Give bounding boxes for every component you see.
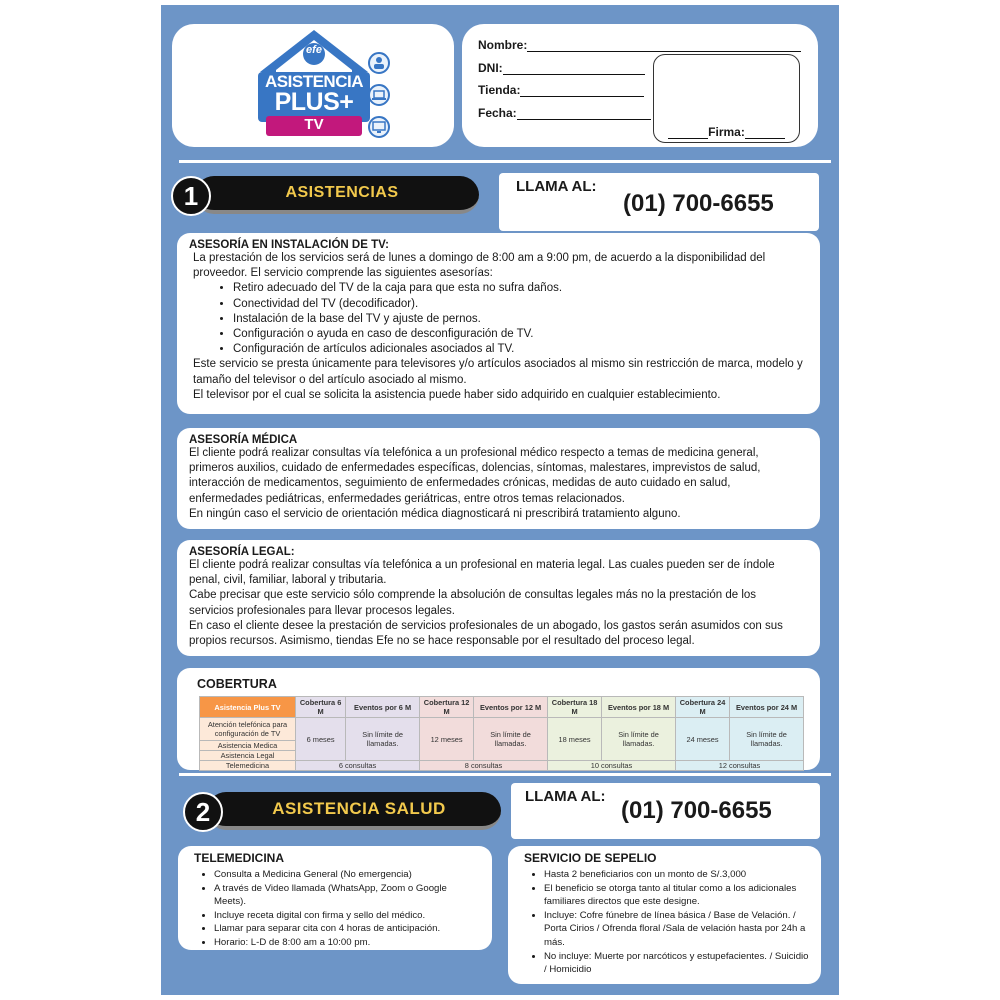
logo-brand: efe [306, 44, 322, 56]
table-cell: 6 meses [296, 718, 346, 761]
divider [179, 160, 831, 163]
medical-note: En ningún caso el servicio de orientación médica diagnosticará ni prescribirá tratamiento alguno. [189, 507, 681, 520]
laptop-icon [368, 84, 390, 106]
tienda-field[interactable] [478, 83, 644, 97]
tv-icon [368, 116, 390, 138]
medical-advice-card [177, 428, 820, 529]
table-cell: Sin límite de llamadas. [602, 718, 676, 761]
section-2-number: 2 [183, 792, 223, 832]
table-cell: Sin límite de llamadas. [730, 718, 804, 761]
section-2-call-card [511, 783, 820, 839]
table-header: Eventos por 6 M [346, 697, 420, 718]
list-item: • Instalación de la base del TV y ajuste de pernos. [233, 312, 808, 327]
sepelio-card [508, 846, 821, 984]
section-2-title: ASISTENCIA SALUD [207, 792, 501, 830]
telemedicina-heading: TELEMEDICINA [194, 851, 284, 865]
phone-number[interactable]: (01) 700-6655 [623, 190, 774, 217]
customer-form-card [462, 24, 818, 147]
asistencia-plus-tv-logo [254, 28, 374, 140]
table-cell: Atención telefónica para configuración de TV [200, 718, 296, 741]
firma-label: Firma: [708, 125, 745, 139]
table-header: Cobertura 6 M [296, 697, 346, 718]
legal-heading: ASESORÍA LEGAL: [189, 546, 295, 558]
telemedicina-card [178, 846, 492, 950]
call-label: LLAMA AL: [516, 178, 597, 195]
list-item: • Incluye: Cofre fúnebre de línea básica / Base de Velación. / Porta Cirios / Ofrenda floral /Sala de velación hasta por 24h a más. [544, 909, 809, 950]
installation-note-1: Este servicio se presta únicamente para televisores y/o artículos asociados al mismo sin restricción de marca, modelo y tamaño del televisor o del artículo asociado al mismo. [193, 358, 803, 386]
table-header: Cobertura 18 M [547, 697, 601, 718]
table-header: Eventos por 18 M [602, 697, 676, 718]
legal-p2: Cabe precisar que este servicio sólo comprende la absolución de consultas legales más no la prestación de los servicios profesionales para llevar procesos legales. [189, 589, 757, 617]
list-item: • Hasta 2 beneficiarios con un monto de S/.3,000 [544, 868, 809, 882]
sepelio-list [520, 868, 809, 977]
list-item: • No incluye: Muerte por narcóticos y estupefacientes. / Suicidio / Homicidio [544, 950, 809, 977]
coverage-heading: COBERTURA [197, 677, 277, 691]
legal-p1: El cliente podrá realizar consultas vía telefónica a un profesional en materia legal. Las cuales pueden ser de índole penal, civil, familiar, laboral y tributaria. [189, 559, 775, 587]
list-item: • Conectividad del TV (decodificador). [233, 297, 808, 312]
medical-heading: ASESORÍA MÉDICA [189, 434, 298, 446]
list-item: • A través de Video llamada (WhatsApp, Zoom o Google Meets). [214, 882, 480, 909]
table-cell: Sin límite de llamadas. [474, 718, 548, 761]
table-cell: 8 consultas [420, 761, 548, 771]
list-item: • Incluye receta digital con firma y sello del médico. [214, 909, 480, 923]
firma-field [654, 125, 799, 139]
signature-box[interactable] [653, 54, 800, 143]
divider [179, 773, 831, 776]
table-cell: Asistencia Legal [200, 751, 296, 761]
table-cell: 12 consultas [675, 761, 803, 771]
list-item: • Configuración de artículos adicionales asociados al TV. [233, 342, 808, 357]
legal-p3: En caso el cliente desee la prestación de servicios profesionales de un abogado, los gastos serán asumidos con sus propios recursos. Asimismo, tiendas Efe no se hace responsable por el resultado del proceso legal. [189, 619, 783, 648]
table-cell: 12 meses [420, 718, 474, 761]
installation-heading: ASESORÍA EN INSTALACIÓN DE TV: [189, 239, 389, 251]
fecha-label: Fecha: [478, 106, 517, 120]
table-cell: 18 meses [547, 718, 601, 761]
table-cell: 10 consultas [547, 761, 675, 771]
call-label: LLAMA AL: [525, 788, 606, 805]
installation-intro: La prestación de los servicios será de lunes a domingo de 8:00 am a 9:00 pm, de acuerdo a la disponibilidad del proveedor. El servicio comprende las siguientes asesorías: [193, 252, 766, 280]
list-item: • Retiro adecuado del TV de la caja para que esta no sufra daños. [233, 281, 808, 296]
list-item: • Horario: L-D de 8:00 am a 10:00 pm. [214, 936, 480, 950]
sepelio-heading: SERVICIO DE SEPELIO [524, 851, 657, 865]
table-cell: 24 meses [675, 718, 729, 761]
dni-label: DNI: [478, 61, 503, 75]
list-item: • Configuración o ayuda en caso de desconfiguración de TV. [233, 327, 808, 342]
fecha-field[interactable] [478, 106, 651, 120]
table-header: Eventos por 24 M [730, 697, 804, 718]
table-cell: Telemedicina [200, 761, 296, 771]
logo-card [172, 24, 454, 147]
section-1-number: 1 [171, 176, 211, 216]
table-header: Asistencia Plus TV [200, 697, 296, 718]
list-item: • Llamar para separar cita con 4 horas de anticipación. [214, 922, 480, 936]
nombre-field[interactable] [478, 38, 801, 52]
dni-field[interactable] [478, 61, 645, 75]
phone-number[interactable]: (01) 700-6655 [621, 797, 772, 824]
list-item: • Consulta a Medicina General (No emergencia) [214, 868, 480, 882]
medical-body: El cliente podrá realizar consultas vía telefónica a un profesional médico respecto a temas de medicina general, primeros auxilios, cuidado de enfermedades específicas, dolencias, síntomas, malestares, imprevistos de salud, interacción de medicamentos, seguimiento de enfermedades crónicas, medidas de auto cuidado en salud, enfermedades pediátricas, enfermedades geriátricas, entre otros temas relacionados. [189, 447, 761, 505]
legal-advice-card [177, 540, 820, 656]
section-1-title: ASISTENCIAS [195, 176, 479, 214]
logo-line3: TV [304, 116, 324, 133]
installation-advice-card [177, 233, 820, 414]
logo-line1: ASISTENCIA [265, 72, 363, 91]
installation-list [193, 281, 808, 357]
table-cell: Asistencia Medica [200, 741, 296, 751]
telemedicina-list [190, 868, 480, 950]
table-header: Cobertura 24 M [675, 697, 729, 718]
table-cell: Sin límite de llamadas. [346, 718, 420, 761]
list-item: • El beneficio se otorga tanto al titular como a los adicionales familiares directos que este designe. [544, 882, 809, 909]
logo-line2: PLUS+ [274, 88, 354, 116]
coverage-table [199, 696, 804, 771]
table-header: Eventos por 12 M [474, 697, 548, 718]
tienda-label: Tienda: [478, 83, 521, 97]
nombre-label: Nombre: [478, 38, 528, 52]
table-cell: 6 consultas [296, 761, 420, 771]
doctor-icon [368, 52, 390, 74]
section-1-call-card [499, 173, 819, 231]
installation-note-2: El televisor por el cual se solicita la asistencia puede haber sido adquirido en cualquier establecimiento. [193, 388, 721, 401]
coverage-card [177, 668, 820, 770]
table-header: Cobertura 12 M [420, 697, 474, 718]
